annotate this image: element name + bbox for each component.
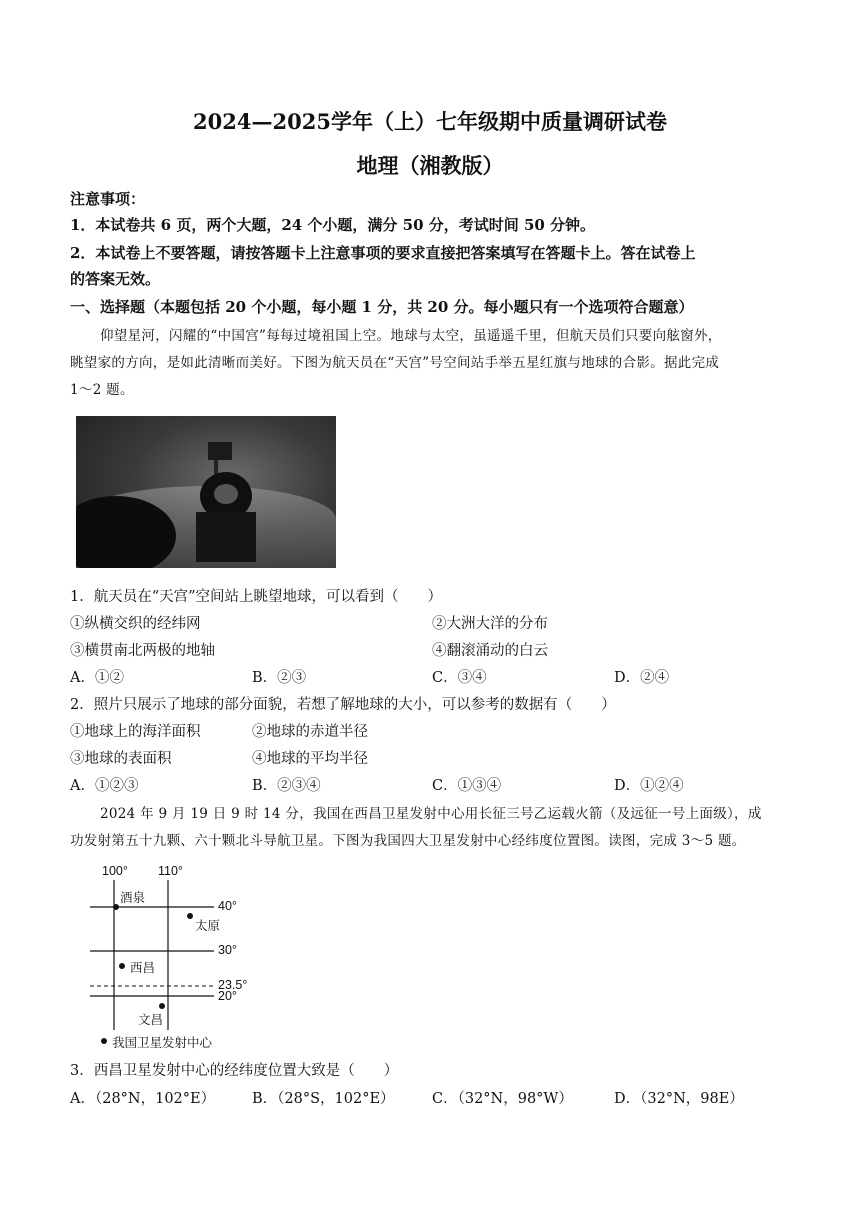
- page-title: 2024—2025学年（上）七年级期中质量调研试卷: [193, 109, 667, 134]
- notes-item-2-cont: 的答案无效。: [70, 270, 161, 288]
- wenchang-label: 文昌: [138, 1013, 164, 1027]
- q1-statement-1: ①纵横交织的经纬网: [70, 616, 201, 632]
- lat-30-label: 30°: [218, 943, 237, 957]
- q2-statement-2: ②地球的赤道半径: [252, 724, 368, 740]
- wenchang-dot-icon: [159, 1003, 165, 1009]
- lon-100-label: 100°: [102, 864, 128, 878]
- passage1-line2: 眺望家的方向，是如此清晰而美好。下图为航天员在“天宫”号空间站手举五星红旗与地球的合影。据此完成: [70, 355, 720, 371]
- q3-option-b: B．（28°S，102°E）: [252, 1091, 395, 1107]
- passage2-line1: 2024 年 9 月 19 日 9 时 14 分，我国在西昌卫星发射中心用长征三号乙运载火箭（及远征一号上面级），成: [100, 806, 762, 822]
- q3-option-d: D．（32°N，98E）: [614, 1091, 744, 1107]
- jiuquan-label: 酒泉: [120, 891, 146, 905]
- q1-option-c: C．③④: [432, 670, 487, 686]
- passage1-line3: 1～2 题。: [70, 382, 134, 398]
- taiyuan-dot-icon: [187, 913, 193, 919]
- q1-statement-3: ③横贯南北两极的地轴: [70, 643, 215, 659]
- q2-statement-4: ④地球的平均半径: [252, 751, 368, 767]
- jiuquan-dot-icon: [113, 904, 119, 910]
- lon-110-label: 110°: [158, 864, 183, 878]
- lat-40-label: 40°: [218, 899, 237, 913]
- astronaut-figure-icon: [76, 416, 336, 568]
- passage2-line2: 功发射第五十九颗、六十颗北斗导航卫星。下图为我国四大卫星发射中心经纬度位置图。读图，完成 3～5 题。: [70, 833, 746, 849]
- notes-heading: 注意事项：: [70, 190, 146, 208]
- q2-option-a: A．①②③: [70, 778, 139, 794]
- q2-option-c: C．①③④: [432, 778, 502, 794]
- lat-20-label: 20°: [218, 989, 237, 1003]
- q1-option-b: B．②③: [252, 670, 307, 686]
- q2-statement-1: ①地球上的海洋面积: [70, 724, 201, 740]
- notes-item-1: 1．本试卷共 6 页，两个大题，24 个小题，满分 50 分，考试时间 50 分钟。: [70, 216, 596, 234]
- q1-option-a: A．①②: [70, 670, 124, 686]
- astronaut-photo: [76, 416, 336, 568]
- q3-stem: 3．西昌卫星发射中心的经纬度位置大致是（ ）: [70, 1063, 399, 1079]
- launch-center-map: [82, 862, 252, 1052]
- q3-option-a: A．（28°N，102°E）: [70, 1091, 216, 1107]
- q3-option-c: C．（32°N，98°W）: [432, 1091, 573, 1107]
- xichang-dot-icon: [119, 963, 125, 969]
- q1-statement-4: ④翻滚涌动的白云: [432, 643, 548, 659]
- notes-item-2: 2．本试卷上不要答题，请按答题卡上注意事项的要求直接把答案填写在答题卡上。答在试卷上: [70, 244, 696, 262]
- taiyuan-label: 太原: [195, 919, 221, 933]
- q2-stem: 2．照片只展示了地球的部分面貌，若想了解地球的大小，可以参考的数据有（ ）: [70, 697, 616, 713]
- q2-statement-3: ③地球的表面积: [70, 751, 172, 767]
- map-legend: 我国卫星发射中心: [112, 1036, 213, 1050]
- passage1-line1: 仰望星河，闪耀的“中国宫”每每过境祖国上空。地球与太空，虽遥遥千里，但航天员们只要向舷窗外，: [100, 328, 722, 344]
- section-heading: 一、选择题（本题包括 20 个小题，每小题 1 分，共 20 分。每小题只有一个选项符合题意）: [70, 298, 694, 316]
- q1-statement-2: ②大洲大洋的分布: [432, 616, 548, 632]
- q1-stem: 1．航天员在“天宫”空间站上眺望地球，可以看到（ ）: [70, 589, 443, 605]
- lat-23-5-label: 23.5°: [218, 978, 248, 992]
- graticule: [82, 862, 252, 1052]
- xichang-label: 西昌: [130, 961, 156, 975]
- legend-dot-icon: [101, 1038, 107, 1044]
- q1-option-d: D．②④: [614, 670, 670, 686]
- page-subtitle: 地理（湘教版）: [356, 153, 504, 178]
- q2-option-b: B．②③④: [252, 778, 321, 794]
- q2-option-d: D．①②④: [614, 778, 684, 794]
